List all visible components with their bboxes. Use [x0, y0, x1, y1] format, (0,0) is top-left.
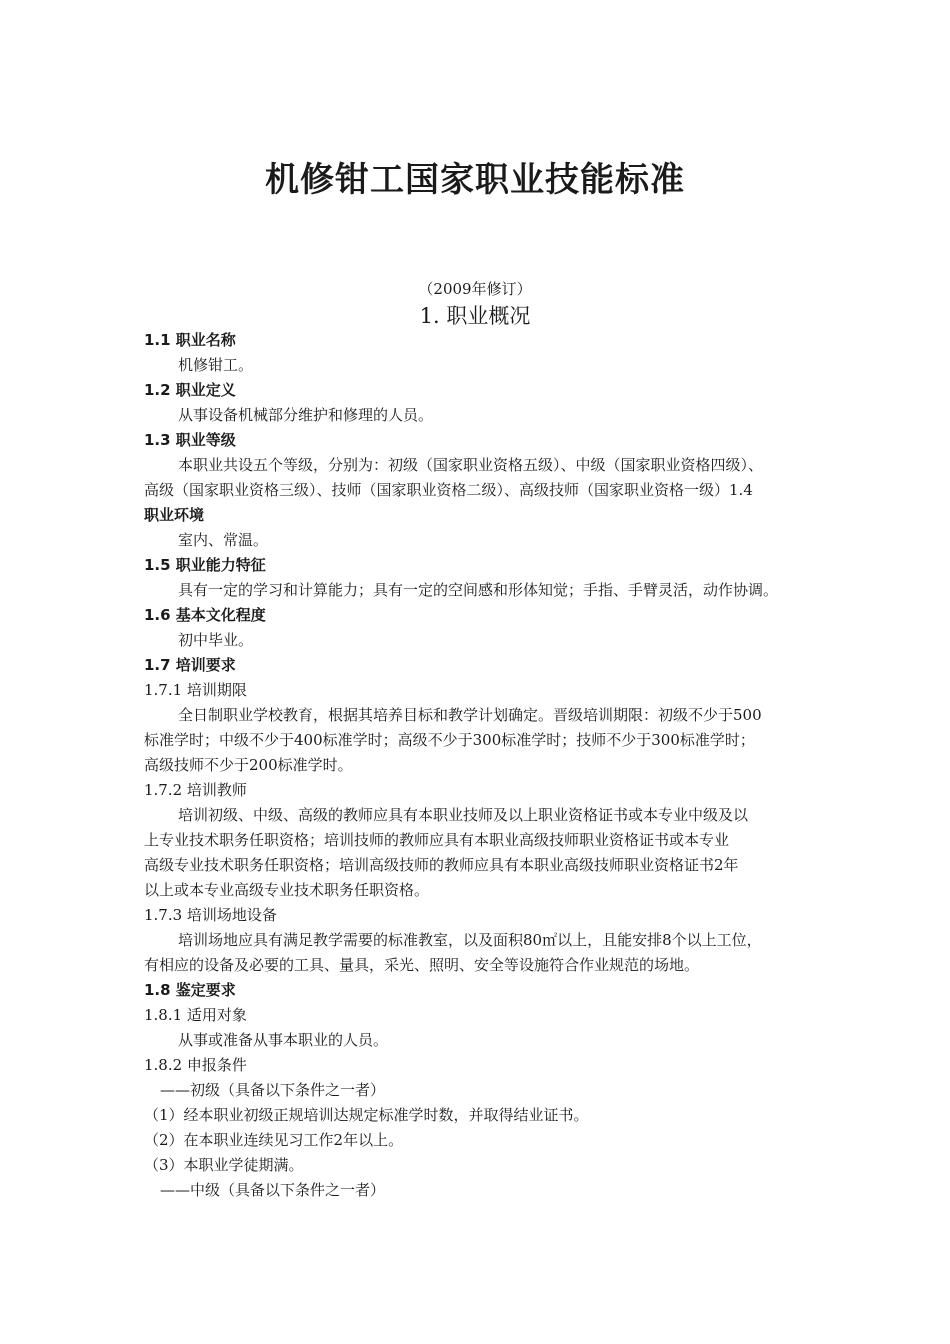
subsection-heading: 1.7.3 培训场地设备	[144, 906, 277, 924]
section-heading: 1.6 基本文化程度	[144, 606, 266, 624]
list-item: （2）在本职业连续见习工作2年以上。	[144, 1131, 404, 1149]
paragraph-line: 培训初级、中级、高级的教师应具有本职业技师及以上职业资格证书或本专业中级及以	[178, 806, 749, 824]
paragraph-line: 机修钳工。	[178, 356, 254, 374]
section-heading: 1.7 培训要求	[144, 656, 236, 674]
paragraph-line: 高级（国家职业资格三级）、技师（国家职业资格二级）、高级技师（国家职业资格一级）1.4	[144, 481, 753, 499]
subsection-heading: 1.8.1 适用对象	[144, 1006, 247, 1024]
section-heading: 职业环境	[144, 506, 205, 524]
list-item: （1）经本职业初级正规培训达规定标准学时数，并取得结业证书。	[144, 1106, 589, 1124]
document-title: 机修钳工国家职业技能标准	[265, 160, 685, 200]
section-heading: 1.5 职业能力特征	[144, 556, 266, 574]
paragraph-line: 以上或本专业高级专业技术职务任职资格。	[144, 881, 430, 899]
paragraph-line: 有相应的设备及必要的工具、量具，采光、照明、安全等设施符合作业规范的场地。	[144, 956, 700, 974]
paragraph-line: 室内、常温。	[178, 531, 269, 549]
paragraph-line: 本职业共设五个等级，分别为：初级（国家职业资格五级）、中级（国家职业资格四级）、	[178, 456, 764, 474]
section-heading: 1.2 职业定义	[144, 381, 236, 399]
section-heading: 1.8 鉴定要求	[144, 981, 236, 999]
paragraph-line: 高级专业技术职务任职资格；培训高级技师的教师应具有本职业高级技师职业资格证书2年	[144, 856, 739, 874]
subsection-heading: 1.8.2 申报条件	[144, 1056, 247, 1074]
paragraph-line: 从事设备机械部分维护和修理的人员。	[178, 406, 434, 424]
paragraph-line: 具有一定的学习和计算能力；具有一定的空间感和形体知觉；手指、手臂灵活，动作协调。	[178, 581, 779, 599]
paragraph-line: 全日制职业学校教育，根据其培养目标和教学计划确定。晋级培训期限：初级不少于500	[178, 706, 762, 724]
section-heading: 1.3 职业等级	[144, 431, 236, 449]
paragraph-line: 培训场地应具有满足教学需要的标准教室，以及面积80㎡以上，且能安排8个以上工位，	[178, 931, 762, 949]
section-heading: 1.1 职业名称	[144, 331, 236, 349]
paragraph-line: 高级技师不少于200标准学时。	[144, 756, 353, 774]
paragraph-line: 初中毕业。	[178, 631, 254, 649]
revision-note: （2009年修订）	[418, 280, 532, 298]
document-body	[144, 328, 824, 1203]
paragraph-line: ——初级（具备以下条件之一者）	[160, 1081, 386, 1099]
paragraph-line: 上专业技术职务任职资格；培训技师的教师应具有本职业高级技师职业资格证书或本专业	[144, 831, 730, 849]
chapter-heading: 1. 职业概况	[419, 304, 531, 328]
paragraph-line: ——中级（具备以下条件之一者）	[160, 1181, 386, 1199]
subsection-heading: 1.7.2 培训教师	[144, 781, 247, 799]
paragraph-line: 标准学时；中级不少于400标准学时；高级不少于300标准学时；技师不少于300标准学时；	[144, 731, 755, 749]
paragraph-line: 从事或准备从事本职业的人员。	[178, 1031, 389, 1049]
subsection-heading: 1.7.1 培训期限	[144, 681, 247, 699]
list-item: （3）本职业学徒期满。	[144, 1156, 304, 1174]
